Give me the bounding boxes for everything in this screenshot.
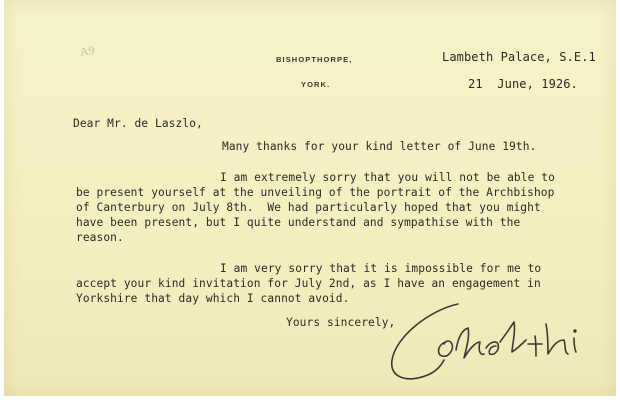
closing: Yours sincerely, [286, 316, 396, 329]
paragraph-2-line-3: of Canterbury on July 8th. We had particularly hoped that you might [76, 201, 541, 214]
signature-dot [574, 330, 576, 332]
paragraph-2-line-4: have been present, but I quite understand and sympathise with the [76, 216, 521, 229]
paragraph-1-line-1: Many thanks for your kind letter of June 19th. [222, 140, 537, 153]
paragraph-3-line-1: I am very sorry that it is impossible for me to [220, 262, 542, 275]
letter-date: 21 June, 1926. [468, 77, 578, 91]
letterhead-residence: BISHOPTHORPE, [276, 55, 353, 64]
paragraph-2-line-5: reason. [76, 231, 124, 244]
letter-page [4, 0, 616, 396]
signature-stroke-o2 [486, 342, 498, 354]
signature-stroke-t [528, 336, 542, 356]
signature-stroke-h [546, 324, 568, 354]
paragraph-3-line-3: Yorkshire that day which I cannot avoid. [76, 292, 350, 305]
signature-stroke-g [500, 322, 526, 352]
signature-stroke-o [439, 341, 453, 356]
signature-stroke-m [456, 328, 484, 358]
paragraph-2-line-2: be present yourself at the unveiling of the portrait of the Archbishop [76, 186, 555, 199]
pencil-mark: A9 [79, 43, 96, 59]
paragraph-2-line-1: I am extremely sorry that you will not be able to [220, 171, 555, 184]
letterhead-city: YORK. [301, 80, 331, 89]
paragraph-3-line-2: accept your kind invitation for July 2nd, as I have an engagement in [76, 277, 541, 290]
signature-stroke-i [574, 338, 576, 352]
salutation: Dear Mr. de Laszlo, [73, 117, 203, 130]
sender-address: Lambeth Palace, S.E.1 [442, 50, 596, 64]
handwritten-signature [386, 298, 616, 388]
